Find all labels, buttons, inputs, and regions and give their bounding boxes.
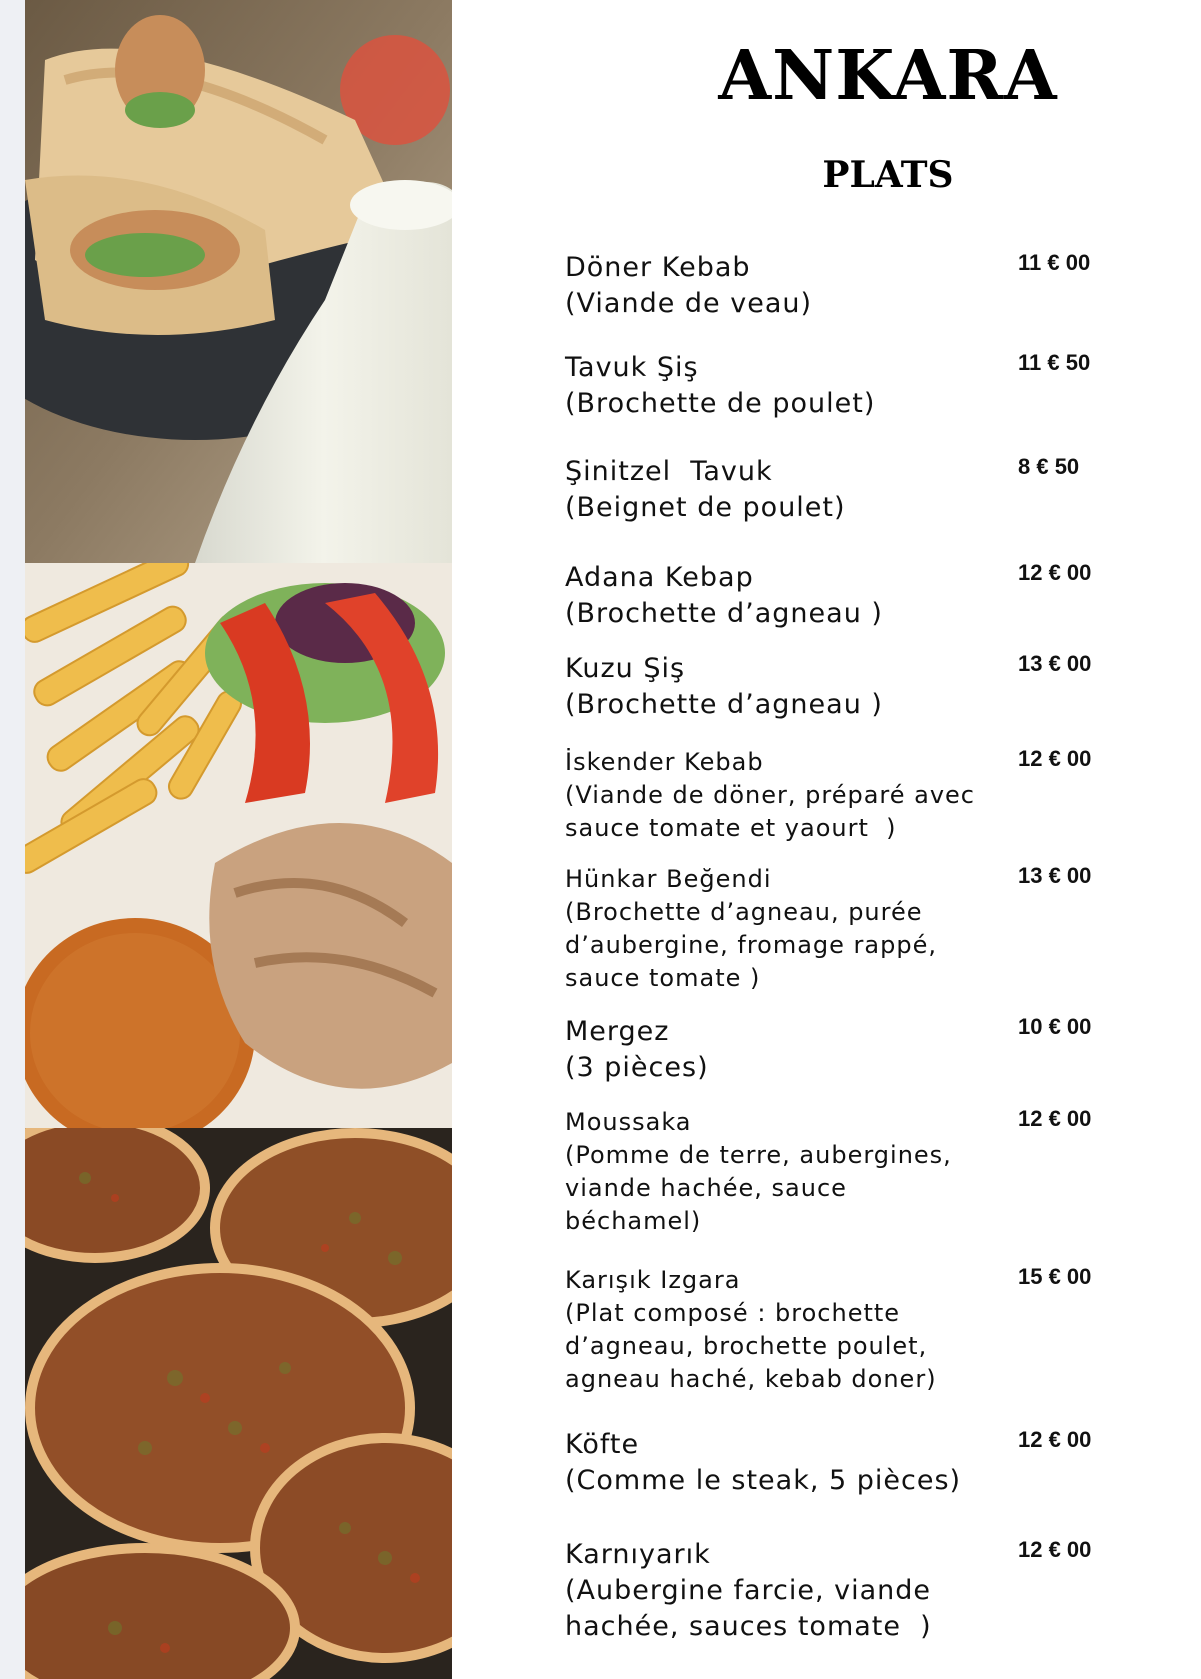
menu-item (565, 560, 1105, 632)
menu-item-name: Kuzu Şiş (565, 653, 686, 684)
menu-item (565, 1537, 1105, 1645)
menu-item-description: (Brochette d’agneau ) (565, 689, 883, 720)
menu-item-description: (Viande de veau) (565, 288, 813, 319)
menu-item-name: Moussaka (565, 1108, 692, 1136)
menu-item-name: İskender Kebab (565, 748, 764, 776)
menu-item-price: 11 € 50 (1018, 350, 1091, 375)
menu-item (565, 863, 1105, 995)
menu-item-description: (Brochette de poulet) (565, 388, 876, 419)
menu-item (565, 1106, 1105, 1238)
section-title: PLATS (822, 154, 954, 196)
menu-item-price: 13 € 00 (1018, 651, 1092, 676)
menu-item-name: Karışık Izgara (565, 1266, 741, 1294)
menu-item (565, 1264, 1105, 1396)
wrap-and-ayran-photo (25, 0, 452, 563)
menu-item (565, 1427, 1105, 1499)
menu-item-name: Şinitzel Tavuk (565, 456, 773, 487)
menu-item-description: (Brochette d’agneau, purée d’aubergine, fromage rappé, sauce tomate ) (565, 898, 946, 992)
menu-item-description: (Brochette d’agneau ) (565, 598, 883, 629)
menu-item-price: 15 € 00 (1018, 1264, 1092, 1289)
lahmacun-photo (25, 1128, 452, 1679)
menu-item-description: (Plat composé : brochette d’agneau, brochette poulet, agneau haché, kebab doner) (565, 1299, 937, 1393)
menu-item-name: Tavuk Şiş (565, 352, 699, 383)
page-margin-strip (0, 0, 25, 1679)
menu-item (565, 651, 1105, 723)
menu-item-name: Döner Kebab (565, 252, 751, 283)
menu-item (565, 250, 1105, 322)
menu-item-name: Köfte (565, 1429, 640, 1460)
menu-item-price: 12 € 00 (1018, 1537, 1092, 1562)
menu-item-description: (Aubergine farcie, viande hachée, sauces tomate ) (565, 1575, 941, 1642)
menu-item-name: Hünkar Beğendi (565, 865, 772, 893)
menu-item (565, 746, 1105, 845)
menu-item-description: (Viande de döner, préparé avec sauce tomate et yaourt ) (565, 781, 984, 842)
menu-item-price: 12 € 00 (1018, 746, 1092, 771)
menu-item-name: Karnıyarık (565, 1539, 711, 1570)
menu-item-name: Mergez (565, 1016, 670, 1047)
menu-item-price: 12 € 00 (1018, 1427, 1092, 1452)
menu-item-description: (3 pièces) (565, 1052, 709, 1083)
doner-plate-photo (25, 563, 452, 1128)
restaurant-title: ANKARA (718, 36, 1058, 116)
menu-item-price: 12 € 00 (1018, 560, 1092, 585)
menu-item-price: 10 € 00 (1018, 1014, 1092, 1039)
menu-item-description: (Comme le steak, 5 pièces) (565, 1465, 962, 1496)
menu-item-price: 12 € 00 (1018, 1106, 1092, 1131)
menu-item-name: Adana Kebap (565, 562, 754, 593)
menu-item-description: (Beignet de poulet) (565, 492, 846, 523)
menu-item-price: 8 € 50 (1018, 454, 1080, 479)
menu-item-price: 13 € 00 (1018, 863, 1092, 888)
menu-item (565, 454, 1105, 526)
menu-item (565, 1014, 1105, 1086)
menu-item-price: 11 € 00 (1018, 250, 1091, 275)
menu-item (565, 350, 1105, 422)
menu-item-description: (Pomme de terre, aubergines, viande hachée, sauce béchamel) (565, 1141, 961, 1235)
